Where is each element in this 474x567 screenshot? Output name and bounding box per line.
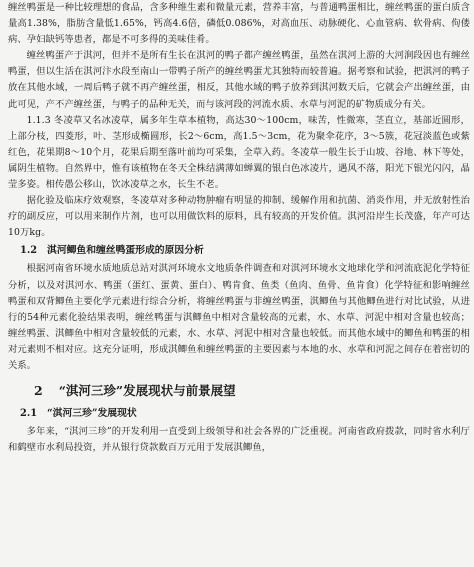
section-number: 1.2 — [20, 245, 38, 257]
section-heading-1-2 — [8, 241, 470, 261]
section-heading-2-1 — [8, 404, 470, 424]
section-heading-2 — [8, 378, 470, 404]
section-title: “淇河三珍”发展现状与前景展望 — [58, 383, 236, 399]
paragraph-duck-egg-origin: 缠丝鸭蛋产于淇河，但并不是所有生长在淇河的鸭子都产缠丝鸭蛋，虽然在淇河上游的大河涧段因也有缠丝鸭蛋，但以生活在淇河汴水段至南山一带鸭子所产的缠丝鸭蛋尤其独特而较普遍。据考察和试验，把淇河的鸭子放在其他水域，一周后鸭子就不再产缠丝蛋，相反，其他水域的鸭子放养到淇河数天后，它就会产出缠丝蛋，由此可见，产不产缠丝蛋，与鸭子的品种无关，而与该河段的河流水质、水草与河泥的矿物质成分有关。 — [8, 50, 470, 110]
section-title: 淇河鲫鱼和缠丝鸭蛋形成的原因分析 — [47, 245, 204, 257]
paragraph-dongling-medicinal: 据化验及临床疗效观察，冬凌草对多种动物肿瘤有明显的抑制、缓解作用和抗菌、消炎作用，并无放射性治疗的副反应，可以用来制作片剂，也可以用做饮料的原料，具有较高的开发价值。淇河沿岸生长茂盛，年产可达10万kg。 — [8, 195, 470, 239]
paragraph-dongling-grass: 1.1.3 冬凌草又名冰凌草，属多年生草本植物，高达30～100cm，味苦，性微寒，茎直立，基部近圆形，上部分枝，四菱形，叶、茎形成椭圆形，长2～6cm，高1.5～3cm，花为聚伞花序，3～5簇，花冠淡蓝色或紫红色，花果期8～10个月，花果后期至落叶前均可采集，全草入药。冬凌草一般生长于山坡、谷地、林下等处，属阴生植物。自然界中，惟有该植物在冬天全株结满薄如蝉翼的银白色冰凌片，遇风不落，阳光下银光闪闪，晶莹多姿。相传愚公移山，饮冰凌草之水，长生不老。 — [8, 114, 470, 191]
paragraph-cause-analysis: 根据河南省环境水质地质总站对淇河环境水文地质条件调查和对淇河环境水文地球化学和河流底泥化学特征分析，以及对淇河水、鸭蛋（蛋红、蛋黄、蛋白）、鸭肯食、鱼类（鱼肉、鱼骨、鱼肯食）化学特征和影响缠丝鸭蛋和双背鲫鱼主要化学元素进行综合分析，将缠丝鸭蛋与非缠丝鸭蛋，淇鲫鱼与其他鲫鱼进行对比试验，从进行的54种元素化验结果表明，缠丝鸭蛋与淇鲫鱼中相对含量较高的元素，水、水草、河泥中相对含量也较高；缠丝鸭蛋、淇鲫鱼中相对含量较低的元素，水、水草、河泥中相对含量也较低。而其他水域中的鲫鱼和鸭蛋的相对元素则不相对应。这充分证明，形成淇鲫鱼和缠丝鸭蛋的主要因素与本地的水、水草和河泥之间存在着密切的关系。 — [8, 263, 470, 371]
paragraph-development-status: 多年来，“淇河三珍”的开发利用一直受到上级领导和社会各界的广泛重视。河南省政府拨款，同时省水利厅和鹤壁市水利局投资，并从银行贷款数百万元用于发展淇鲫鱼， — [8, 426, 470, 454]
section-number: 2 — [34, 383, 43, 399]
section-number: 2.1 — [20, 408, 38, 420]
section-title: “淇河三珍”发展现状 — [47, 408, 137, 420]
paragraph-duck-egg-nutrition: 缠丝鸭蛋是一种比较理想的食品，含多种维生素和微量元素，营养丰富，与普通鸭蛋相比，缠丝鸭蛋的蛋白质含量高1.38%，脂肪含量低1.65%，钙高4.6倍，磷低0.086%，对高血压、动脉硬化、心血管病、软骨病、佝偻病、孕妇缺钙等患者，都是不可多得的美味佳肴。 — [8, 2, 470, 46]
